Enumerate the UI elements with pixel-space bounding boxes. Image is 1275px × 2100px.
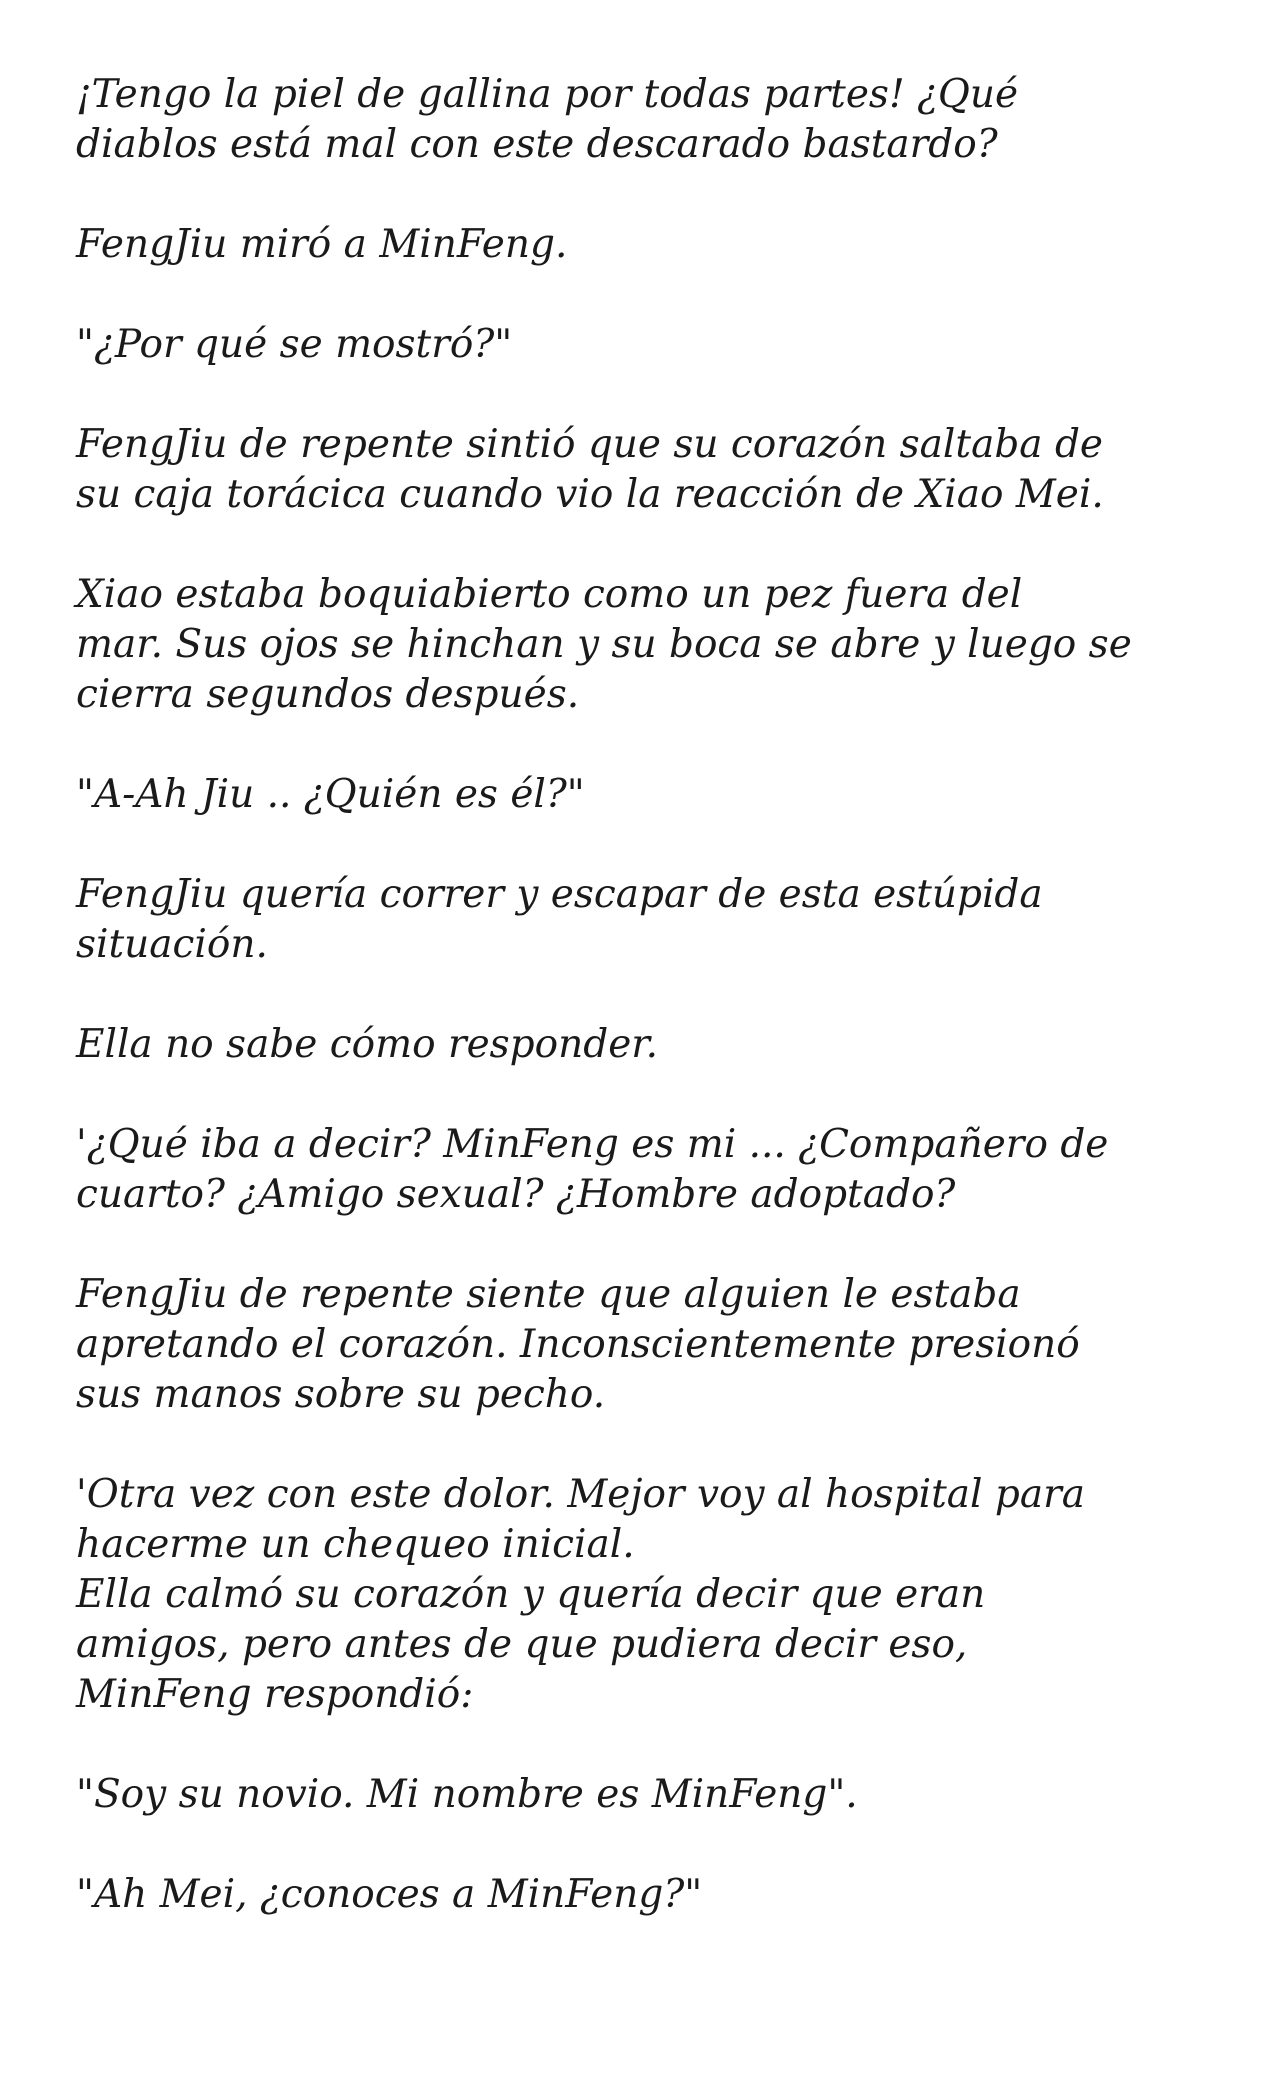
paragraph-wanted-to-run: FengJiu quería correr y escapar de esta estúpida situación. [76,872,1043,967]
paragraph-xiao-openmouthed: Xiao estaba boquiabierto como un pez fuera del mar. Sus ojos se hinchan y su boca se abre y luego se cierra segundos después. [76,572,1132,717]
paragraph-what-to-say: '¿Qué iba a decir? MinFeng es mi ... ¿Compañero de cuarto? ¿Amigo sexual? ¿Hombre adoptado? [76,1122,1109,1217]
paragraph-why-appeared: "¿Por qué se mostró?" [76,322,513,367]
paragraph-looked-at-minfeng: FengJiu miró a MinFeng. [76,222,568,267]
paragraph-goosebumps: ¡Tengo la piel de gallina por todas partes! ¿Qué diablos está mal con este descarado bastardo? [76,72,1019,167]
paragraph-do-you-know: "Ah Mei, ¿conoces a MinFeng?" [76,1872,703,1917]
paragraph-pain-again: 'Otra vez con este dolor. Mejor voy al hospital para hacerme un chequeo inicial. [76,1472,1085,1567]
story-text-body [76,70,1246,1970]
paragraph-does-not-know: Ella no sabe cómo responder. [76,1022,659,1067]
paragraph-calmed-heart: Ella calmó su corazón y quería decir que eran amigos, pero antes de que pudiera decir eso, MinFeng respondió: [76,1572,986,1717]
paragraph-heart-squeezed: FengJiu de repente siente que alguien le estaba apretando el corazón. Inconscientemente presionó sus manos sobre su pecho. [76,1272,1080,1417]
paragraph-boyfriend: "Soy su novio. Mi nombre es MinFeng". [76,1772,858,1817]
paragraph-heart-jump: FengJiu de repente sintió que su corazón saltaba de su caja torácica cuando vio la reacción de Xiao Mei. [76,422,1104,517]
paragraph-who-is-he: "A-Ah Jiu .. ¿Quién es él?" [76,772,585,817]
